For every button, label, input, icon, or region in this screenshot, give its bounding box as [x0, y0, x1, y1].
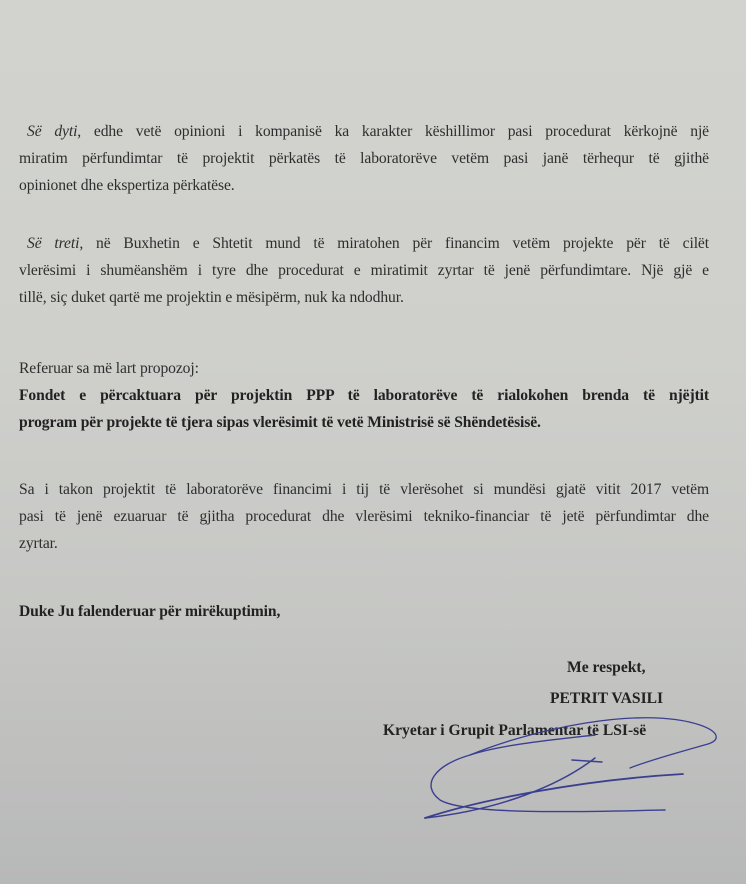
paragraph-lead: Së treti, [27, 235, 84, 252]
paragraph-line: në Buxhetin e Shtetit mund të miratohen për financim vetëm projekte për të cilët [83, 235, 709, 252]
paragraph-lead: Së dyti, [27, 123, 82, 140]
paragraph-line: edhe vetë opinioni i kompanisë ka karakter këshillimor pasi procedurat kërkojnë një [81, 123, 709, 140]
paragraph-line: pasi të jenë ezuaruar të gjitha procedurat dhe vlerësimi tekniko-financiar të jetë përfundimtar dhe [19, 508, 709, 525]
paragraph-line: Sa i takon projektit të laboratorëve financimi i tij të vlerësohet si mundësi gjatë vitit 2017 vetëm [19, 481, 709, 498]
salutation: Me respekt, [567, 659, 646, 676]
proposal-line: program për projekte të tjera sipas vlerësimit të vetë Ministrisë së Shëndetësisë. [19, 414, 541, 431]
proposal-intro-text: Referuar sa më lart propozoj: [19, 360, 199, 377]
proposal-line: Fondet e përcaktuara për projektin PPP të laboratorëve të rialokohen brenda të njëjtit [19, 387, 709, 404]
paragraph-line: miratim përfundimtar të projektit përkatës të laboratorëve vetëm pasi janë tërhequr të gjithë [19, 150, 709, 167]
paragraph-second-point [19, 118, 709, 199]
paragraph-line: opinionet dhe ekspertiza përkatëse. [19, 177, 235, 194]
proposal-intro [19, 355, 709, 382]
handwritten-signature-icon [380, 700, 746, 830]
proposal-text [19, 382, 709, 436]
paragraph-line: zyrtar. [19, 535, 58, 552]
closing-text: Duke Ju falenderuar për mirëkuptimin, [19, 603, 281, 620]
paragraph-line: vlerësimi i shumëanshëm i tyre dhe procedurat e miratimit zyrtar të jenë përfundimtare. Një gjë e [19, 262, 709, 279]
closing-line [19, 598, 709, 625]
signatory-title: Kryetar i Grupit Parlamentar të LSI-së [383, 722, 647, 739]
paragraph-financing [19, 476, 709, 557]
paragraph-third-point [19, 230, 709, 311]
signatory-name: PETRIT VASILI [550, 690, 664, 707]
paragraph-line: tillë, siç duket qartë me projektin e mësipërm, nuk ka ndodhur. [19, 289, 404, 306]
